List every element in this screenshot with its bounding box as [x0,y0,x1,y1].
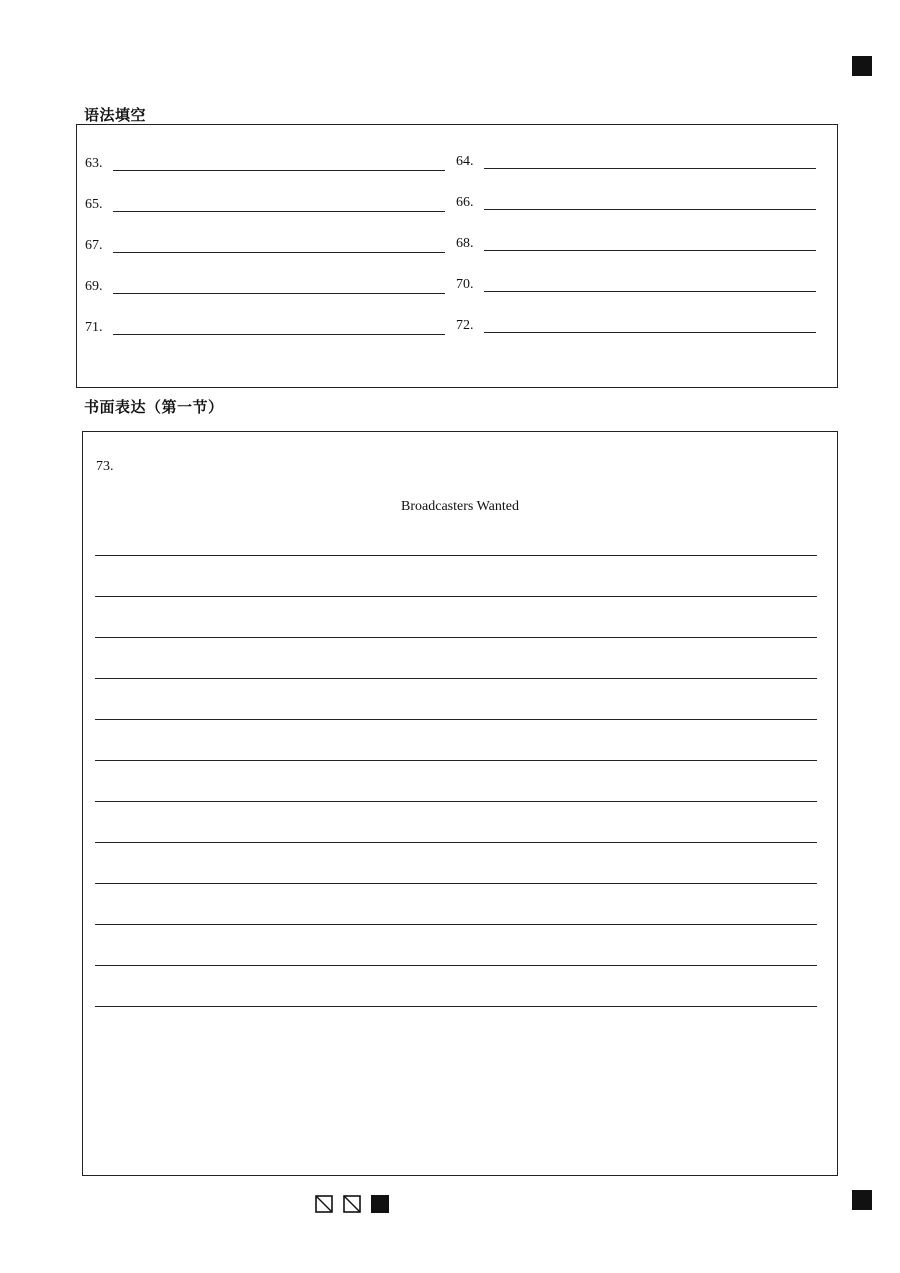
writing-line[interactable] [95,760,817,761]
answer-line[interactable] [113,293,445,294]
answer-line[interactable] [484,250,816,251]
writing-line[interactable] [95,924,817,925]
answer-number: 71. [85,320,103,335]
writing-line[interactable] [95,965,817,966]
answer-item-71[interactable] [85,313,445,337]
writing-answer-box [82,431,838,1176]
answer-line[interactable] [113,334,445,335]
answer-number: 65. [85,197,103,212]
answer-line[interactable] [113,211,445,212]
answer-line[interactable] [484,332,816,333]
answer-item-65[interactable] [85,190,445,214]
answer-item-68[interactable] [456,229,816,253]
answer-number: 72. [456,318,474,333]
answer-item-67[interactable] [85,231,445,255]
answer-number: 64. [456,154,474,169]
slashed-box-icon [343,1195,361,1213]
writing-line[interactable] [95,678,817,679]
answer-item-63[interactable] [85,149,445,173]
writing-line[interactable] [95,883,817,884]
page-markers [315,1195,389,1213]
grammar-answer-box [76,124,838,388]
answer-number: 68. [456,236,474,251]
writing-line[interactable] [95,842,817,843]
answer-item-70[interactable] [456,270,816,294]
bottom-right-alignment-marker [852,1190,872,1210]
answer-line[interactable] [484,291,816,292]
writing-line[interactable] [95,555,817,556]
writing-line[interactable] [95,637,817,638]
filled-box-icon [371,1195,389,1213]
grammar-section-title: 语法填空 [84,106,147,124]
answer-line[interactable] [113,252,445,253]
answer-line[interactable] [113,170,445,171]
writing-section-title: 书面表达（第一节） [84,398,224,416]
answer-number: 70. [456,277,474,292]
answer-number: 69. [85,279,103,294]
answer-item-69[interactable] [85,272,445,296]
writing-line[interactable] [95,596,817,597]
answer-item-64[interactable] [456,147,816,171]
answer-number: 67. [85,238,103,253]
answer-line[interactable] [484,209,816,210]
answer-line[interactable] [484,168,816,169]
answer-number: 63. [85,156,103,171]
answer-item-66[interactable] [456,188,816,212]
question-number: 73. [96,459,114,474]
answer-number: 66. [456,195,474,210]
slashed-box-icon [315,1195,333,1213]
writing-line[interactable] [95,719,817,720]
writing-line[interactable] [95,1006,817,1007]
top-right-alignment-marker [852,56,872,76]
writing-line[interactable] [95,801,817,802]
answer-item-72[interactable] [456,311,816,335]
essay-title: Broadcasters Wanted [401,499,519,514]
